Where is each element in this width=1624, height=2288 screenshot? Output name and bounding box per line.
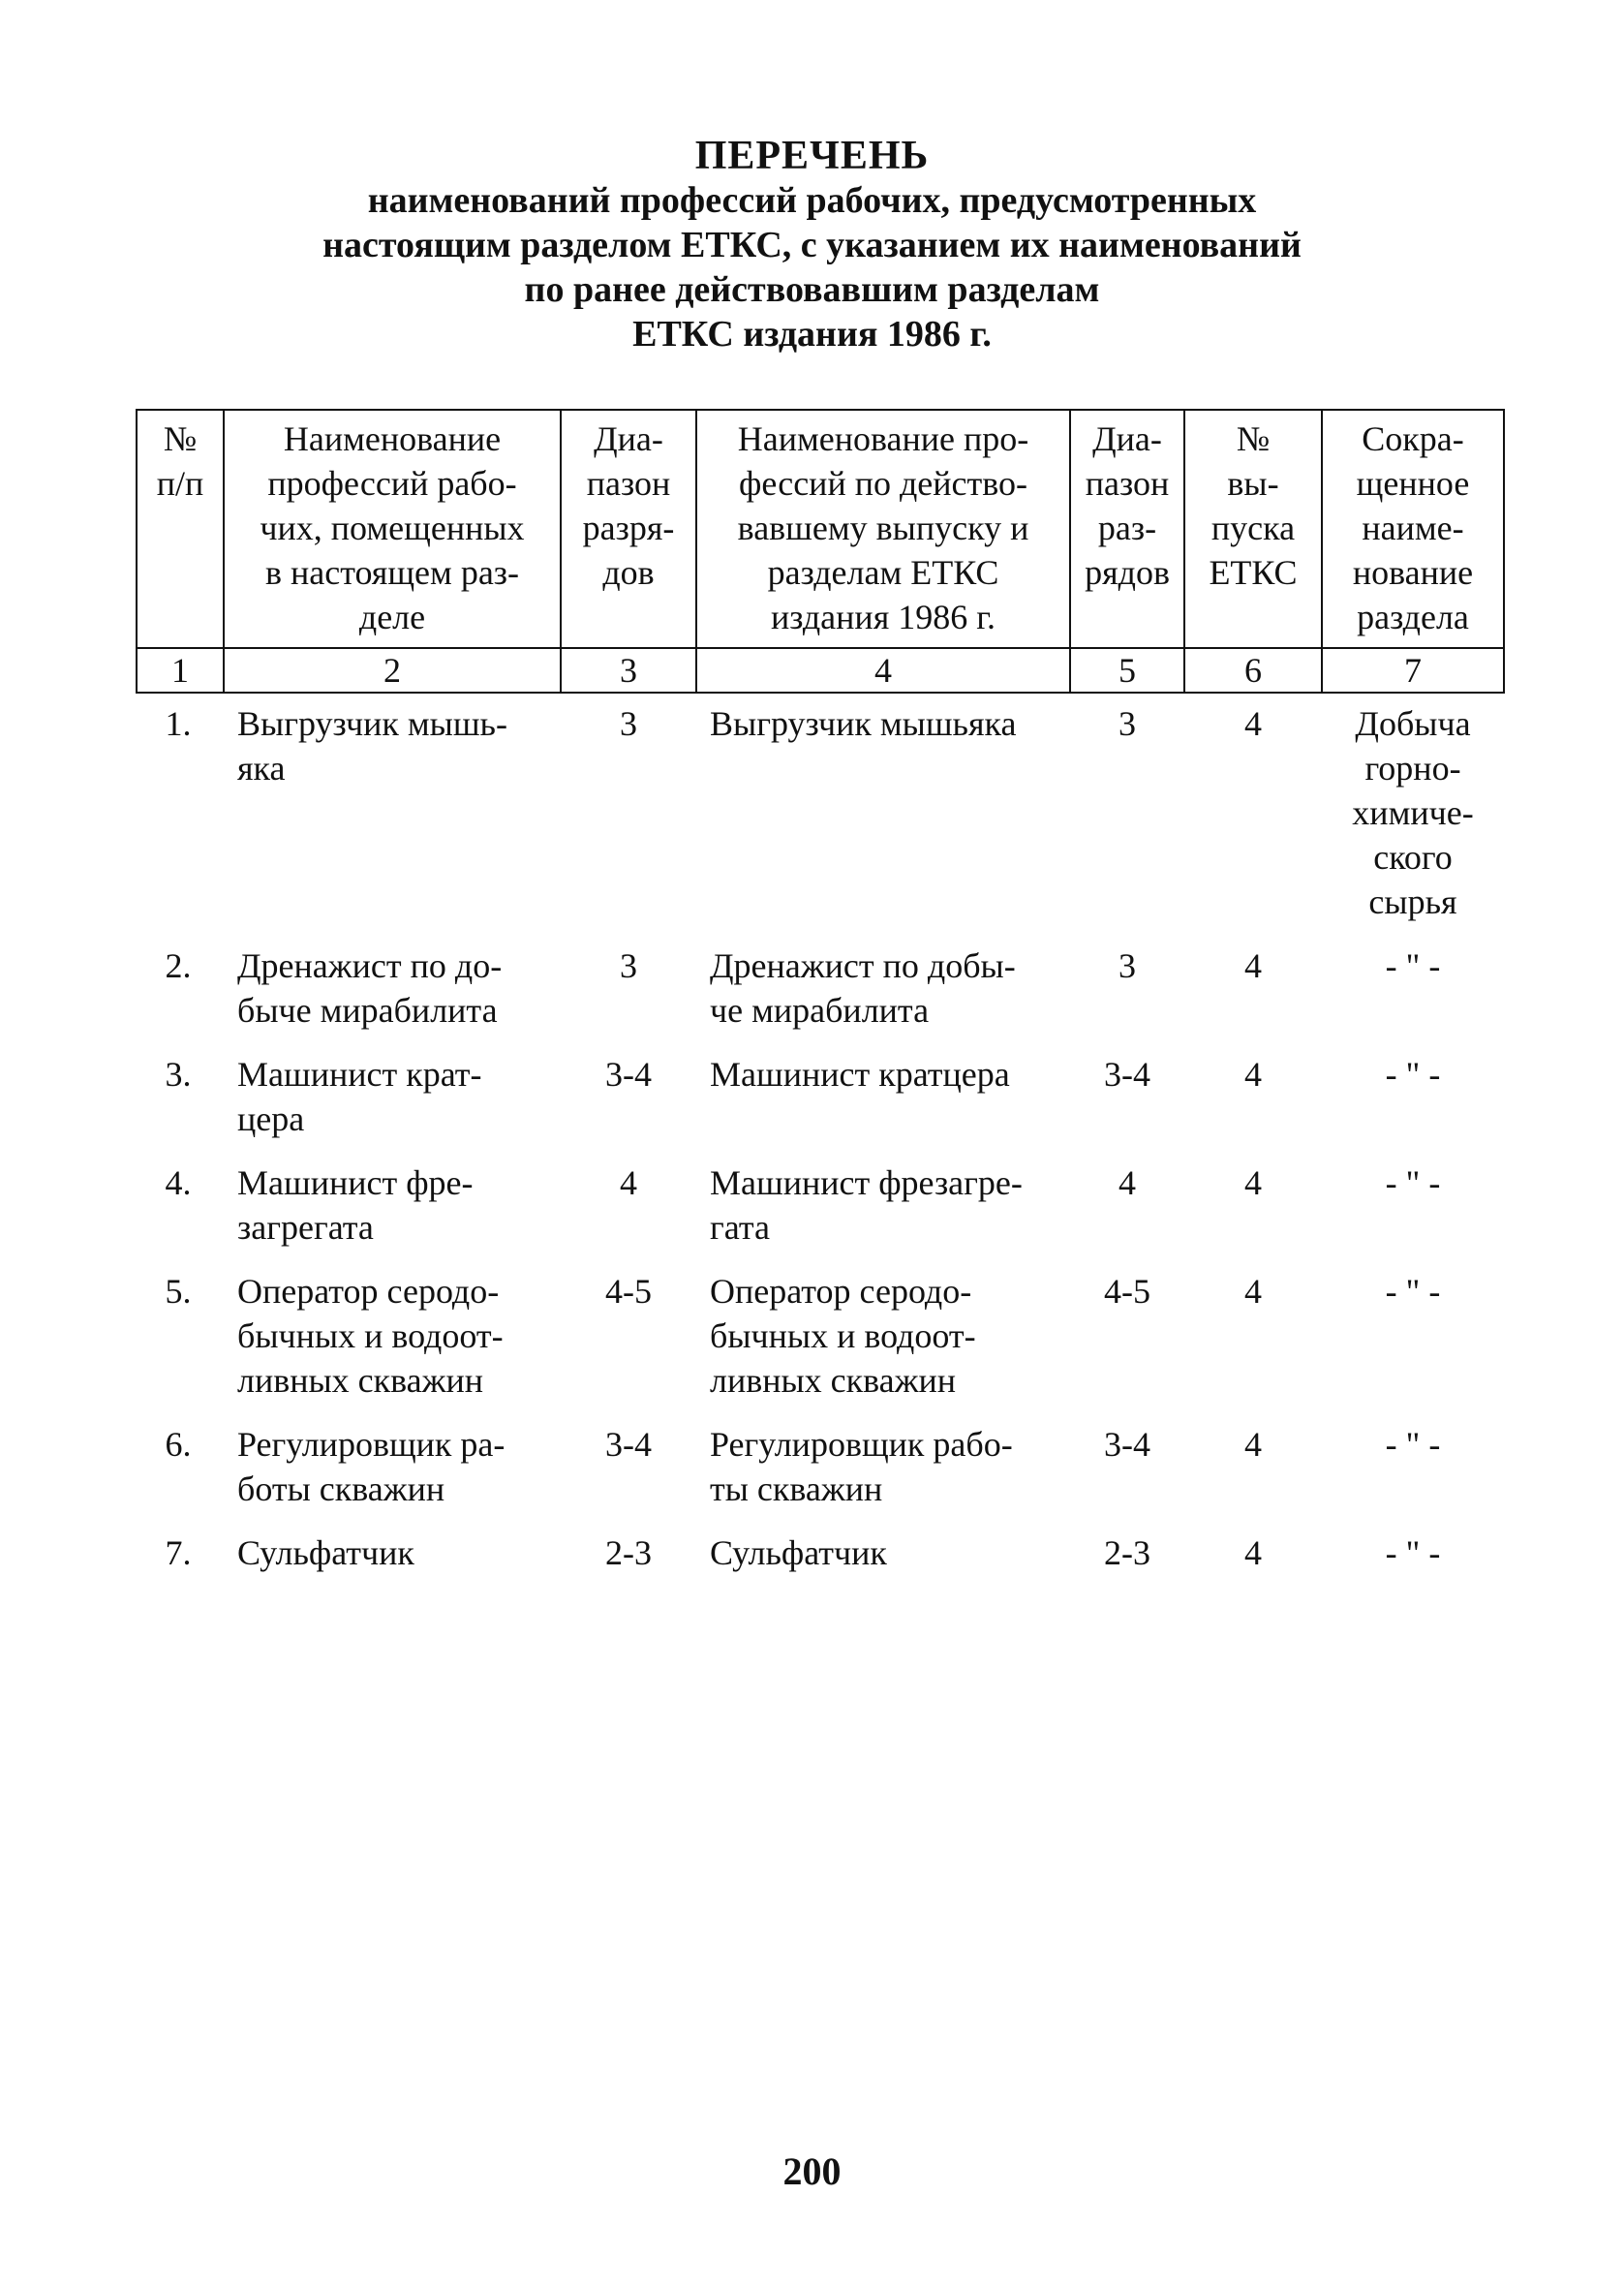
column-number: 2 bbox=[224, 648, 561, 693]
grade-range: 3-4 bbox=[605, 1055, 652, 1094]
issue-number: 4 bbox=[1244, 1533, 1262, 1572]
title-line: настоящим разделом ЕТКС, с указанием их наименований bbox=[322, 225, 1302, 265]
table-row bbox=[137, 1153, 1504, 1261]
grade-range: 4 bbox=[620, 1163, 637, 1202]
issue-number: 4 bbox=[1244, 1163, 1262, 1202]
profession-name: Машинист крат- цера bbox=[237, 1055, 482, 1138]
row-number: 1. bbox=[165, 704, 192, 743]
old-profession-name: Оператор серодо- бычных и водоот- ливных скважин bbox=[710, 1272, 976, 1400]
grade-range: 4-5 bbox=[605, 1272, 652, 1311]
old-profession-name: Дренажист по добы- че мирабилита bbox=[710, 946, 1016, 1030]
row-number: 6. bbox=[165, 1425, 192, 1464]
column-number: 6 bbox=[1184, 648, 1322, 693]
column-numbers-row bbox=[137, 648, 1504, 693]
section-short-name: - " - bbox=[1385, 1163, 1441, 1202]
header-old-profession-name: Наименование про- фессий по действо- вавшему выпуску и разделам ЕТКС издания 1986 г. bbox=[696, 410, 1070, 648]
row-number: 7. bbox=[165, 1533, 192, 1572]
profession-name: Регулировщик ра- боты скважин bbox=[237, 1425, 506, 1508]
section-short-name: Добыча горно- химиче- ского сырья bbox=[1352, 704, 1474, 921]
header-profession-name: Наименование профессий рабо- чих, помещенных в настоящем раз- деле bbox=[224, 410, 561, 648]
table-row bbox=[137, 1414, 1504, 1523]
title-line: наименований профессий рабочих, предусмотренных bbox=[367, 180, 1257, 221]
grade-range: 3-4 bbox=[605, 1425, 652, 1464]
grade-range: 3 bbox=[620, 704, 637, 743]
row-number: 3. bbox=[165, 1055, 192, 1094]
issue-number: 4 bbox=[1244, 946, 1262, 985]
title-line: по ранее действовавшим разделам bbox=[524, 269, 1100, 310]
profession-name: Сульфатчик bbox=[237, 1533, 414, 1572]
header-grade-range: Диа- пазон разря- дов bbox=[561, 410, 696, 648]
table-row bbox=[137, 693, 1504, 936]
old-profession-name: Сульфатчик bbox=[710, 1533, 887, 1572]
table-header-row bbox=[137, 410, 1504, 648]
column-number: 4 bbox=[696, 648, 1070, 693]
old-grade-range: 4 bbox=[1118, 1163, 1136, 1202]
section-short-name: - " - bbox=[1385, 1425, 1441, 1464]
old-profession-name: Машинист фрезагре- гата bbox=[710, 1163, 1023, 1247]
table-row bbox=[137, 1261, 1504, 1414]
old-grade-range: 2-3 bbox=[1104, 1533, 1150, 1572]
old-profession-name: Выгрузчик мышьяка bbox=[710, 704, 1017, 743]
profession-name: Оператор серодо- бычных и водоот- ливных скважин bbox=[237, 1272, 504, 1400]
table-row bbox=[137, 1523, 1504, 1587]
row-number: 5. bbox=[165, 1272, 192, 1311]
old-grade-range: 3-4 bbox=[1104, 1055, 1150, 1094]
old-grade-range: 4-5 bbox=[1104, 1272, 1150, 1311]
row-number: 4. bbox=[165, 1163, 192, 1202]
section-short-name: - " - bbox=[1385, 1055, 1441, 1094]
table-row bbox=[137, 936, 1504, 1044]
grade-range: 3 bbox=[620, 946, 637, 985]
header-old-grade-range: Диа- пазон раз- рядов bbox=[1070, 410, 1184, 648]
header-number: № п/п bbox=[137, 410, 224, 648]
column-number: 5 bbox=[1070, 648, 1184, 693]
old-profession-name: Регулировщик рабо- ты скважин bbox=[710, 1425, 1013, 1508]
document-title bbox=[0, 134, 1624, 356]
section-short-name: - " - bbox=[1385, 1533, 1441, 1572]
page-number: 200 bbox=[782, 2149, 842, 2193]
profession-name: Выгрузчик мышь- яка bbox=[237, 704, 507, 788]
section-short-name: - " - bbox=[1385, 1272, 1441, 1311]
header-issue-number: № вы- пуска ЕТКС bbox=[1184, 410, 1322, 648]
old-grade-range: 3 bbox=[1118, 704, 1136, 743]
column-number: 1 bbox=[137, 648, 224, 693]
issue-number: 4 bbox=[1244, 1272, 1262, 1311]
grade-range: 2-3 bbox=[605, 1533, 652, 1572]
section-short-name: - " - bbox=[1385, 946, 1441, 985]
professions-table bbox=[136, 409, 1505, 1587]
old-profession-name: Машинист кратцера bbox=[710, 1055, 1010, 1094]
header-section-short-name: Сокра- щенное наиме- нование раздела bbox=[1322, 410, 1504, 648]
issue-number: 4 bbox=[1244, 704, 1262, 743]
table-row bbox=[137, 1044, 1504, 1153]
issue-number: 4 bbox=[1244, 1055, 1262, 1094]
issue-number: 4 bbox=[1244, 1425, 1262, 1464]
title-line: ЕТКС издания 1986 г. bbox=[632, 314, 992, 355]
title-main: ПЕРЕЧЕНЬ bbox=[694, 134, 930, 178]
profession-name: Дренажист по до- быче мирабилита bbox=[237, 946, 503, 1030]
column-number: 3 bbox=[561, 648, 696, 693]
row-number: 2. bbox=[165, 946, 192, 985]
column-number: 7 bbox=[1322, 648, 1504, 693]
old-grade-range: 3 bbox=[1118, 946, 1136, 985]
old-grade-range: 3-4 bbox=[1104, 1425, 1150, 1464]
profession-name: Машинист фре- загрегата bbox=[237, 1163, 474, 1247]
